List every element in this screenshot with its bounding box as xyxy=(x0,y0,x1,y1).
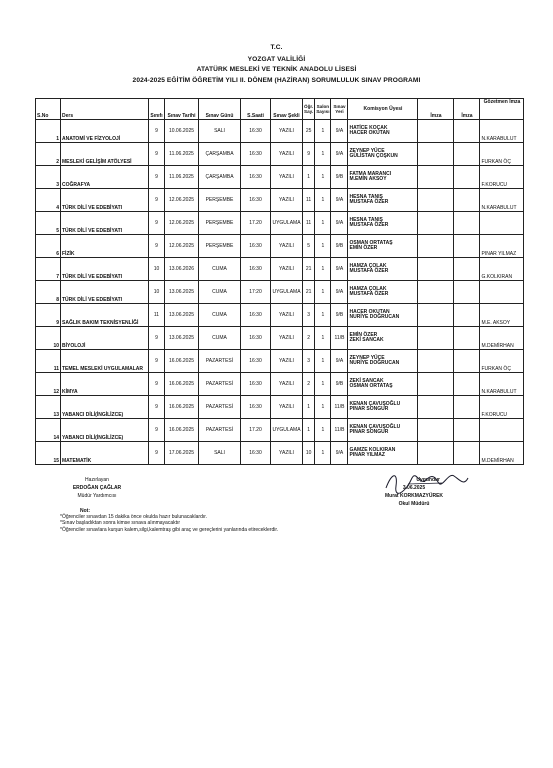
row-salon: 1 xyxy=(315,350,331,373)
row-ders: TEMEL MESLEKİ UYGULAMALAR xyxy=(61,350,149,373)
row-salon: 1 xyxy=(315,281,331,304)
col-header-imza-1: İmza xyxy=(418,99,454,120)
col-header-sinif: Sınıfı xyxy=(149,99,165,120)
row-imza-1 xyxy=(418,327,454,350)
row-salon: 1 xyxy=(315,373,331,396)
row-ogr: 21 xyxy=(303,281,315,304)
row-ogr: 5 xyxy=(303,235,315,258)
row-gozetmen xyxy=(480,281,524,304)
row-imza-2 xyxy=(454,442,480,465)
row-tarih: 16.06.2025 xyxy=(165,373,199,396)
row-gozetmen: M.DEMİRHAN xyxy=(480,327,524,350)
table-row xyxy=(36,419,524,442)
row-komisyon xyxy=(348,235,418,258)
row-no: 8 xyxy=(36,281,61,304)
row-salon: 1 xyxy=(315,419,331,442)
notes-title: Not: xyxy=(80,508,90,514)
row-imza-2 xyxy=(454,120,480,143)
row-imza-2 xyxy=(454,396,480,419)
row-sinif: 9 xyxy=(149,327,165,350)
approved-title: Okul Müdürü xyxy=(398,501,430,507)
row-no: 7 xyxy=(36,258,61,281)
row-imza-2 xyxy=(454,189,480,212)
row-salon: 1 xyxy=(315,304,331,327)
row-gozetmen: M.E. AKSOY xyxy=(480,304,524,327)
row-komisyon xyxy=(348,143,418,166)
row-sekil: YAZILI xyxy=(271,442,303,465)
row-gun: PAZARTESİ xyxy=(199,373,241,396)
row-salon: 1 xyxy=(315,442,331,465)
row-tarih: 13.06.2025 xyxy=(165,281,199,304)
row-yer: 9/A xyxy=(331,120,348,143)
row-no: 11 xyxy=(36,350,61,373)
row-gozetmen: F.KORUCU xyxy=(480,396,524,419)
row-imza-2 xyxy=(454,373,480,396)
komisyon-member: ZEYNEP YÜCE xyxy=(349,148,385,154)
row-komisyon xyxy=(348,258,418,281)
row-ders: TÜRK DİLİ VE EDEBİYATI xyxy=(61,212,149,235)
row-sinif: 9 xyxy=(149,212,165,235)
row-yer: 9/A xyxy=(331,258,348,281)
komisyon-member: GÜLİSTAN ÇOŞKUN xyxy=(349,153,398,159)
row-salon: 1 xyxy=(315,212,331,235)
table-row xyxy=(36,120,524,143)
table-row xyxy=(36,189,524,212)
row-yer: 11/B xyxy=(331,419,348,442)
row-gozetmen xyxy=(480,419,524,442)
table-header-row xyxy=(36,99,524,120)
row-imza-2 xyxy=(454,304,480,327)
row-imza-2 xyxy=(454,350,480,373)
row-ogr: 3 xyxy=(303,304,315,327)
row-komisyon xyxy=(348,212,418,235)
row-salon: 1 xyxy=(315,396,331,419)
row-ogr: 1 xyxy=(303,166,315,189)
row-gun: PERŞEMBE xyxy=(199,212,241,235)
approved-name: Murat KORKMAZYÜREK xyxy=(384,493,444,499)
row-ders: TÜRK DİLİ VE EDEBİYATI xyxy=(61,281,149,304)
row-gun: CUMA xyxy=(199,327,241,350)
komisyon-member: PINAR SONGUR xyxy=(349,429,389,435)
row-saat: 17.20 xyxy=(241,419,271,442)
row-no: 13 xyxy=(36,396,61,419)
row-gun: PERŞEMBE xyxy=(199,235,241,258)
row-ders: BİYOLOJİ xyxy=(61,327,149,350)
row-imza-1 xyxy=(418,258,454,281)
row-yer: 9/A xyxy=(331,350,348,373)
row-salon: 1 xyxy=(315,235,331,258)
row-gozetmen: N.KARABULUT xyxy=(480,373,524,396)
row-ders: SAĞLIK BAKIM TEKNİSYENLİĞİ xyxy=(61,304,149,327)
row-yer: 9/B xyxy=(331,373,348,396)
row-komisyon xyxy=(348,327,418,350)
row-ders: TÜRK DİLİ VE EDEBİYATI xyxy=(61,189,149,212)
row-sinif: 9 xyxy=(149,120,165,143)
row-komisyon xyxy=(348,120,418,143)
approved-label: Uygundur xyxy=(416,477,440,483)
row-imza-1 xyxy=(418,373,454,396)
col-header-tarih: Sınav Tarihi xyxy=(165,99,199,120)
komisyon-member: HESNA TANIŞ xyxy=(349,194,383,200)
row-salon: 1 xyxy=(315,327,331,350)
row-no: 15 xyxy=(36,442,61,465)
doc-header-school: ATATÜRK MESLEKİ VE TEKNİK ANADOLU LİSESİ xyxy=(196,66,357,73)
table-row xyxy=(36,143,524,166)
row-saat: 16:30 xyxy=(241,442,271,465)
row-ogr: 11 xyxy=(303,189,315,212)
table-row xyxy=(36,396,524,419)
row-yer: 9/A xyxy=(331,212,348,235)
row-komisyon xyxy=(348,419,418,442)
row-yer: 9/A xyxy=(331,189,348,212)
row-komisyon xyxy=(348,189,418,212)
row-saat: 16:30 xyxy=(241,235,271,258)
row-sekil: UYGULAMA xyxy=(271,212,303,235)
row-ogr: 2 xyxy=(303,373,315,396)
row-gun: PAZARTESİ xyxy=(199,419,241,442)
row-saat: 16:30 xyxy=(241,120,271,143)
note-item: *Sınav başladıktan sonra kimse sınava alınmayacaktır xyxy=(60,520,181,527)
row-gun: PAZARTESİ xyxy=(199,396,241,419)
row-gozetmen: N.KARABULUT xyxy=(480,120,524,143)
row-sekil: YAZILI xyxy=(271,258,303,281)
row-saat: 16:30 xyxy=(241,327,271,350)
row-sekil: YAZILI xyxy=(271,327,303,350)
table-body xyxy=(36,120,524,465)
row-gozetmen: G.KOLKIRAN xyxy=(480,258,524,281)
row-ders: YABANCI DİLİ(İNGİLİZCE) xyxy=(61,419,149,442)
row-imza-2 xyxy=(454,143,480,166)
row-no: 5 xyxy=(36,212,61,235)
row-ders: TÜRK DİLİ VE EDEBİYATI xyxy=(61,258,149,281)
row-komisyon xyxy=(348,304,418,327)
row-imza-1 xyxy=(418,189,454,212)
row-tarih: 13.06.2025 xyxy=(165,304,199,327)
komisyon-member: PINAR YILMAZ xyxy=(349,452,385,458)
row-ders: ANATOMİ VE FİZYOLOJİ xyxy=(61,120,149,143)
table-row xyxy=(36,235,524,258)
komisyon-member: PINAR SONGUR xyxy=(349,406,389,412)
komisyon-member: ZEKİ SANCAK xyxy=(349,378,384,384)
prepared-title: Müdür Yardımcısı xyxy=(77,493,117,499)
komisyon-member: NURİYE DOĞRUCAN xyxy=(349,360,400,366)
row-gozetmen xyxy=(480,212,524,235)
komisyon-member: GAMZE KOLKIRAN xyxy=(349,447,396,453)
row-saat: 16:30 xyxy=(241,373,271,396)
row-tarih: 12.06.2025 xyxy=(165,212,199,235)
row-sinif: 9 xyxy=(149,350,165,373)
row-no: 14 xyxy=(36,419,61,442)
row-yer: 9/A xyxy=(331,143,348,166)
prepared-name: ERDOĞAN ÇAĞLAR xyxy=(72,485,122,491)
komisyon-member: ZEYNEP YÜCE xyxy=(349,355,385,361)
row-sinif: 10 xyxy=(149,281,165,304)
notes-block xyxy=(60,508,278,533)
row-ders: YABANCI DİLİ(İNGİLİZCE) xyxy=(61,396,149,419)
row-komisyon xyxy=(348,281,418,304)
doc-header-tc: T.C. xyxy=(270,44,283,51)
row-komisyon xyxy=(348,442,418,465)
row-gozetmen: PINAR YILMAZ xyxy=(480,235,524,258)
row-no: 6 xyxy=(36,235,61,258)
row-gozetmen: FURKAN ÖÇ xyxy=(480,143,524,166)
row-gozetmen: FURKAN ÖÇ xyxy=(480,350,524,373)
row-saat: 16:30 xyxy=(241,396,271,419)
approved-date: 3.06.2025 xyxy=(402,485,426,491)
table-row xyxy=(36,327,524,350)
table-row xyxy=(36,304,524,327)
row-tarih: 10.06.2025 xyxy=(165,120,199,143)
row-gun: SALI xyxy=(199,120,241,143)
row-sekil: YAZILI xyxy=(271,350,303,373)
komisyon-member: HAMZA ÇOLAK xyxy=(349,263,387,269)
row-imza-2 xyxy=(454,258,480,281)
row-sinif: 9 xyxy=(149,396,165,419)
row-ogr: 1 xyxy=(303,396,315,419)
row-no: 1 xyxy=(36,120,61,143)
row-sekil: UYGULAMA xyxy=(271,419,303,442)
row-sinif: 9 xyxy=(149,235,165,258)
col-header-saat: S.Saati xyxy=(241,99,271,120)
table-row xyxy=(36,258,524,281)
row-sekil: YAZILI xyxy=(271,396,303,419)
row-gun: CUMA xyxy=(199,258,241,281)
table-row xyxy=(36,350,524,373)
row-imza-1 xyxy=(418,120,454,143)
row-imza-2 xyxy=(454,235,480,258)
row-imza-1 xyxy=(418,166,454,189)
table-row xyxy=(36,281,524,304)
table-row xyxy=(36,166,524,189)
row-yer: 9/A xyxy=(331,442,348,465)
doc-header-valilik: YOZGAT VALİLİĞİ xyxy=(247,56,306,63)
row-gun: PERŞEMBE xyxy=(199,189,241,212)
row-sinif: 9 xyxy=(149,189,165,212)
row-imza-2 xyxy=(454,419,480,442)
row-gun: CUMA xyxy=(199,281,241,304)
handwritten-signature xyxy=(382,466,472,496)
row-saat: 17:20 xyxy=(241,281,271,304)
row-gun: SALI xyxy=(199,442,241,465)
row-gun: CUMA xyxy=(199,304,241,327)
row-gun: ÇARŞAMBA xyxy=(199,143,241,166)
row-gozetmen: M.DEMİRHAN xyxy=(480,442,524,465)
row-no: 4 xyxy=(36,189,61,212)
row-sekil: YAZILI xyxy=(271,166,303,189)
komisyon-member: HACER OKUTAN xyxy=(349,130,390,136)
table-row xyxy=(36,442,524,465)
row-yer: 9/B xyxy=(331,235,348,258)
row-sinif: 9 xyxy=(149,143,165,166)
row-imza-1 xyxy=(418,212,454,235)
row-no: 9 xyxy=(36,304,61,327)
col-header-yer: Sınav Yeri xyxy=(331,99,348,120)
row-ogr: 3 xyxy=(303,350,315,373)
komisyon-member: M.EMİN AKSOY xyxy=(349,176,387,182)
row-yer: 9/B xyxy=(331,304,348,327)
row-sinif: 9 xyxy=(149,442,165,465)
row-yer: 9/B xyxy=(331,166,348,189)
row-ogr: 11 xyxy=(303,212,315,235)
row-yer: 11/B xyxy=(331,327,348,350)
row-tarih: 13.06.2026 xyxy=(165,258,199,281)
row-sinif: 9 xyxy=(149,166,165,189)
row-imza-1 xyxy=(418,281,454,304)
komisyon-member: HATİCE KOÇAK xyxy=(349,125,388,131)
col-header-ders: Ders xyxy=(61,99,149,120)
row-sekil: YAZILI xyxy=(271,143,303,166)
row-sekil: YAZILI xyxy=(271,373,303,396)
row-imza-1 xyxy=(418,304,454,327)
row-tarih: 16.06.2025 xyxy=(165,419,199,442)
row-sekil: YAZILI xyxy=(271,304,303,327)
row-ogr: 10 xyxy=(303,442,315,465)
row-no: 2 xyxy=(36,143,61,166)
komisyon-member: OSMAN ORTATAŞ xyxy=(349,240,393,246)
row-yer: 9/A xyxy=(331,281,348,304)
komisyon-member: HAMZA ÇOLAK xyxy=(349,286,387,292)
row-saat: 17.20 xyxy=(241,212,271,235)
row-ogr: 21 xyxy=(303,258,315,281)
row-tarih: 13.06.2025 xyxy=(165,327,199,350)
col-header-salon: Salon Sayısı xyxy=(315,99,331,120)
row-tarih: 17.06.2025 xyxy=(165,442,199,465)
row-gun: ÇARŞAMBA xyxy=(199,166,241,189)
row-komisyon xyxy=(348,396,418,419)
row-saat: 16:30 xyxy=(241,166,271,189)
komisyon-member: HESNA TANIŞ xyxy=(349,217,383,223)
col-header-gun: Sınav Günü xyxy=(199,99,241,120)
row-imza-2 xyxy=(454,166,480,189)
row-sekil: YAZILI xyxy=(271,120,303,143)
row-saat: 16:30 xyxy=(241,143,271,166)
row-gozetmen: F.KORUCU xyxy=(480,166,524,189)
komisyon-member: ZEKİ SANCAK xyxy=(349,337,384,343)
row-no: 12 xyxy=(36,373,61,396)
row-ders: COĞRAFYA xyxy=(61,166,149,189)
row-salon: 1 xyxy=(315,189,331,212)
row-sekil: YAZILI xyxy=(271,235,303,258)
komisyon-member: MUSTAFA ÖZER xyxy=(349,199,389,205)
row-sinif: 11 xyxy=(149,304,165,327)
row-komisyon xyxy=(348,373,418,396)
komisyon-member: NURİYE DOĞRUCAN xyxy=(349,314,400,320)
row-salon: 1 xyxy=(315,166,331,189)
row-imza-2 xyxy=(454,327,480,350)
row-gozetmen: N.KARABULUT xyxy=(480,189,524,212)
row-ogr: 25 xyxy=(303,120,315,143)
row-tarih: 11.06.2025 xyxy=(165,166,199,189)
row-imza-1 xyxy=(418,442,454,465)
col-header-sekil: Sınav Şekli xyxy=(271,99,303,120)
row-no: 3 xyxy=(36,166,61,189)
row-saat: 16:30 xyxy=(241,304,271,327)
row-tarih: 12.06.2025 xyxy=(165,189,199,212)
row-imza-1 xyxy=(418,350,454,373)
row-saat: 16:30 xyxy=(241,189,271,212)
row-ogr: 2 xyxy=(303,327,315,350)
komisyon-member: KENAN ÇAVUŞOĞLU xyxy=(349,401,401,407)
prepared-label: Hazırlayan xyxy=(85,477,109,483)
row-saat: 16:30 xyxy=(241,258,271,281)
row-ders: KİMYA xyxy=(61,373,149,396)
row-imza-1 xyxy=(418,396,454,419)
col-header-gozetmen: Gözetmen İmza xyxy=(480,99,524,120)
row-salon: 1 xyxy=(315,258,331,281)
exam-schedule-table xyxy=(35,98,524,465)
prepared-by-block xyxy=(62,477,132,499)
komisyon-member: HACER OKUTAN xyxy=(349,309,390,315)
row-ogr: 9 xyxy=(303,143,315,166)
row-ogr: 1 xyxy=(303,419,315,442)
row-salon: 1 xyxy=(315,143,331,166)
col-header-no: S.No xyxy=(36,99,61,120)
komisyon-member: OSMAN ORTATAŞ xyxy=(349,383,393,389)
row-tarih: 16.06.2025 xyxy=(165,350,199,373)
note-item: *Öğrenciler sınavlara kurşun kalem,silgi,kalemtraş gibi araç ve gereçlerini yanlarında etireceklerdir. xyxy=(60,526,279,533)
komisyon-member: EMİN ÖZER xyxy=(349,245,378,251)
col-header-imza-2: İmza xyxy=(454,99,480,120)
row-yer: 11/B xyxy=(331,396,348,419)
note-item: *Öğrenciler sınavdan 15 dakika önce okulda hazır bulunacaklardır. xyxy=(60,514,208,521)
row-gun: PAZARTESİ xyxy=(199,350,241,373)
row-sinif: 9 xyxy=(149,373,165,396)
row-sekil: UYGULAMA xyxy=(271,281,303,304)
col-header-komisyon: Komisyon Üyesi xyxy=(348,99,418,120)
row-tarih: 11.06.2025 xyxy=(165,143,199,166)
row-saat: 16:30 xyxy=(241,350,271,373)
doc-header-title: 2024-2025 EĞİTİM ÖĞRETİM YILI II. DÖNEM (HAZİRAN) SORUMLULUK SINAV PROGRAMI xyxy=(132,77,421,84)
row-salon: 1 xyxy=(315,120,331,143)
row-komisyon xyxy=(348,350,418,373)
row-no: 10 xyxy=(36,327,61,350)
row-imza-1 xyxy=(418,235,454,258)
row-komisyon xyxy=(348,166,418,189)
row-ders: MATEMATİK xyxy=(61,442,149,465)
row-imza-1 xyxy=(418,419,454,442)
row-imza-2 xyxy=(454,212,480,235)
row-tarih: 16.06.2025 xyxy=(165,396,199,419)
row-ders: FİZİK xyxy=(61,235,149,258)
row-sinif: 10 xyxy=(149,258,165,281)
row-imza-1 xyxy=(418,143,454,166)
row-tarih: 12.06.2025 xyxy=(165,235,199,258)
table-row xyxy=(36,212,524,235)
komisyon-member: KENAN ÇAVUŞOĞLU xyxy=(349,424,401,430)
table-row xyxy=(36,373,524,396)
komisyon-member: MUSTAFA ÖZER xyxy=(349,222,389,228)
row-sekil: YAZILI xyxy=(271,189,303,212)
row-ders: MESLEKİ GELİŞİM ATÖLYESİ xyxy=(61,143,149,166)
komisyon-member: EMİN ÖZER xyxy=(349,332,378,338)
row-imza-2 xyxy=(454,281,480,304)
komisyon-member: MUSTAFA ÖZER xyxy=(349,268,389,274)
komisyon-member: FATMA MARANCI xyxy=(349,171,392,177)
col-header-ogr: Öğr. Say. xyxy=(303,99,315,120)
komisyon-member: MUSTAFA ÖZER xyxy=(349,291,389,297)
row-sinif: 9 xyxy=(149,419,165,442)
